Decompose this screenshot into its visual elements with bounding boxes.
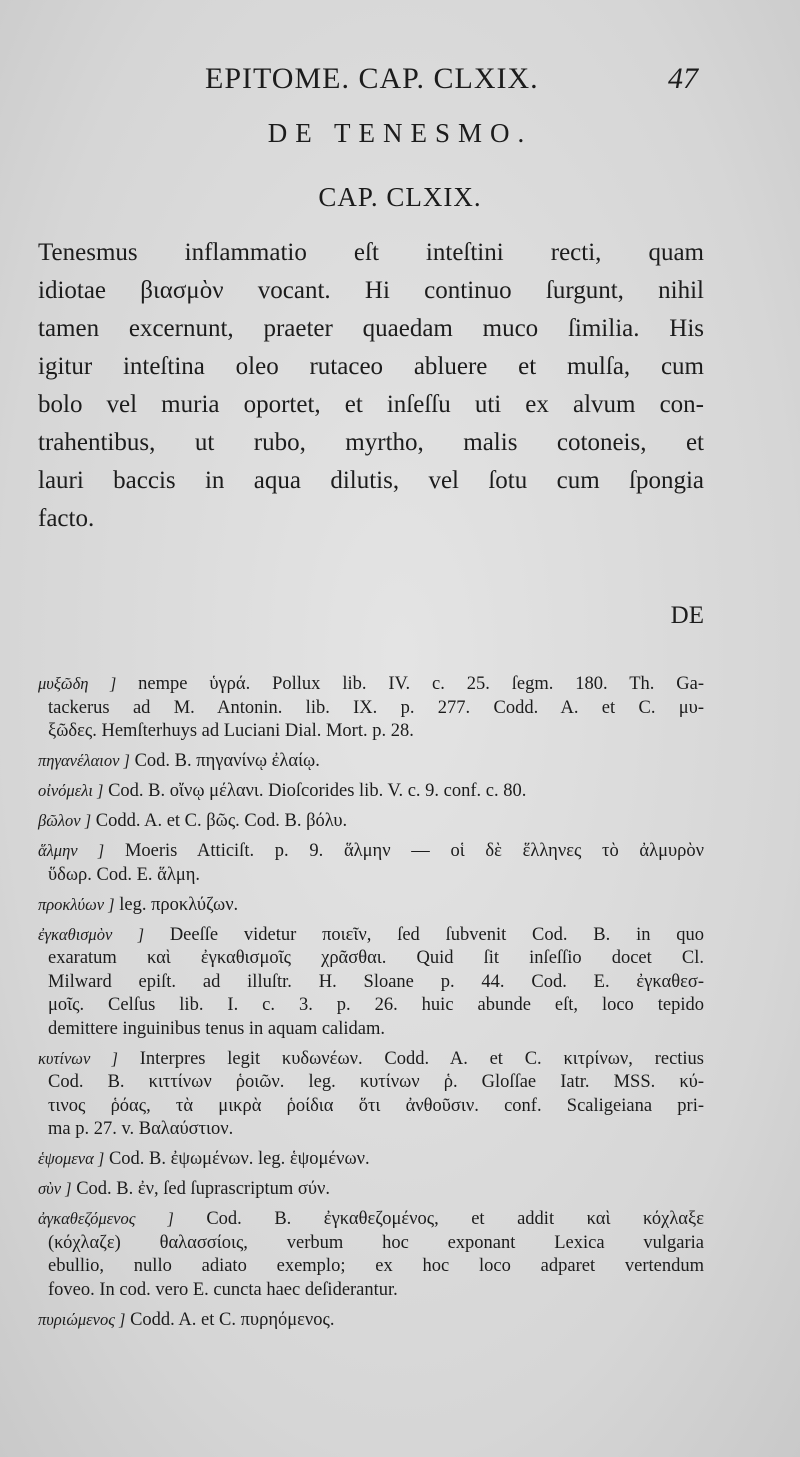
footnote <box>38 839 704 887</box>
footnote-text: Cod. B. οἴνῳ μέλανι. Dioſcorides lib. V. c. 9. conf. c. 80. <box>108 781 527 801</box>
body-paragraph <box>38 234 704 538</box>
footnote-line <box>38 779 704 804</box>
body-line: tamen excernunt, praeter quaedam muco ſimilia. His <box>38 315 704 342</box>
page-number: 47 <box>668 62 698 95</box>
footnote-text: Cod. B. ἐν, ſed ſuprascriptum σύν. <box>76 1179 331 1199</box>
footnote-lemma: πηγανέλαιον ] <box>38 751 130 770</box>
footnote-text: Codd. A. et C. βῶς. Cod. B. βόλυ. <box>95 811 348 831</box>
footnote-line <box>38 1071 704 1095</box>
footnote-lemma: κυτίνων ] <box>38 1048 118 1068</box>
footnote-text: Cod. B. ἐψωμένων. leg. ἑψομένων. <box>108 1149 370 1169</box>
footnote-line <box>38 1177 704 1202</box>
footnote <box>38 672 704 744</box>
footnote-text: Cod. B. ἐγκαθεζομένος, et addit καὶ κόχλαξε <box>206 1209 704 1229</box>
footnote <box>38 1147 704 1172</box>
footnote-line <box>38 697 704 721</box>
footnote-line <box>38 1095 704 1119</box>
footnote-text: (κόχλαζε) θαλασσίοις, verbum hoc exponant Lexica vulgaria <box>48 1232 704 1253</box>
footnote-lemma: σὺν ] <box>38 1179 72 1198</box>
footnote-text: Cod. B. κιττίνων ῥοιῶν. leg. κυτίνων ῥ. Gloſſae Iatr. MSS. κύ- <box>48 1072 704 1092</box>
footnote-line <box>38 994 704 1018</box>
footnote <box>38 1308 704 1333</box>
footnote-text: nempe ὑγρά. Pollux lib. IV. c. 25. ſegm. 180. Th. Ga- <box>138 674 704 694</box>
footnote <box>38 779 704 804</box>
footnote <box>38 893 704 918</box>
footnote-line <box>38 749 704 774</box>
footnote-line <box>38 1147 704 1172</box>
footnote-lemma: ἅλμην ] <box>38 841 105 860</box>
footnote-text: demittere inguinibus tenus in aquam calidam. <box>48 1018 386 1039</box>
chapter-title: DE TENESMO. <box>267 118 533 148</box>
footnote-line <box>38 720 704 744</box>
footnote-line <box>38 809 704 834</box>
footnote-text: foveo. In cod. vero E. cuncta haec deſiderantur. <box>48 1279 398 1300</box>
body-line: facto. <box>38 505 95 532</box>
footnote-line <box>38 971 704 995</box>
footnote-text: Deeſſe videtur ποιεῖν, ſed ſubvenit Cod. B. in quo <box>169 924 705 945</box>
running-head <box>0 62 800 102</box>
footnote <box>38 1207 704 1302</box>
footnote-text: exaratum καὶ ἐγκαθισμοῖς χρᾶσθαι. Quid ſit inſeſſio docet Cl. <box>48 948 704 968</box>
body-line: trahentibus, ut rubo, myrtho, malis cotoneis, et <box>38 429 704 456</box>
footnote <box>38 1047 704 1142</box>
body-line: idiotae βιασμὸν vocant. Hi continuo ſurgunt, nihil <box>38 277 704 304</box>
footnote-text: Codd. A. et C. πυρηόμενος. <box>130 1309 335 1330</box>
body-line: igitur inteſtina oleo rutaceo abluere et mulſa, cum <box>38 353 704 380</box>
footnote <box>38 923 704 1042</box>
footnote-lemma: μυξῶδη ] <box>38 674 117 693</box>
footnote-line <box>38 1308 704 1333</box>
footnote-lemma: ἐγκαθισμὸν ] <box>38 924 144 944</box>
footnote-text: ma p. 27. v. Βαλαύστιον. <box>48 1119 234 1139</box>
footnote-line <box>38 923 704 948</box>
footnote <box>38 749 704 774</box>
body-line: bolo vel muria oportet, et inſeſſu uti ex alvum con- <box>38 391 704 418</box>
chapter-number: CAP. CLXIX. <box>318 182 482 212</box>
footnote-line <box>38 1279 704 1303</box>
footnote-text: leg. προκλύζων. <box>119 894 239 915</box>
footnote-text: ξῶδες. Hemſterhuys ad Luciani Dial. Mort. p. 28. <box>48 721 414 741</box>
footnote-line <box>38 1207 704 1232</box>
footnote-line <box>38 1047 704 1072</box>
footnote-text: ὕδωρ. Cod. E. ἅλμη. <box>48 864 201 885</box>
running-title: EPITOME. CAP. CLXIX. <box>205 62 539 95</box>
footnote-line <box>38 1018 704 1042</box>
footnote-text: Interpres legit κυδωνέων. Codd. A. et C. κιτρίνων, rectius <box>139 1048 705 1069</box>
footnote-text: tackerus ad M. Antonin. lib. IX. p. 277. Codd. A. et C. μυ- <box>48 697 704 718</box>
footnote-line <box>38 864 704 888</box>
footnote-lemma: βῶλον ] <box>38 811 92 830</box>
footnote-text: Milward epiſt. ad illuſtr. H. Sloane p. 44. Cod. E. ἐγκαθεσ- <box>48 971 704 992</box>
footnote-line <box>38 893 704 918</box>
footnote-lemma: οἰνόμελι ] <box>38 781 104 800</box>
catchword: DE <box>670 602 704 629</box>
body-line: lauri baccis in aqua dilutis, vel ſotu cum ſpongia <box>38 467 704 494</box>
footnote-lemma: ἑψομενα ] <box>38 1149 105 1168</box>
footnote-line <box>38 947 704 971</box>
footnote <box>38 809 704 834</box>
footnote-lemma: προκλύων ] <box>38 894 115 914</box>
footnote-line <box>38 1232 704 1256</box>
footnote-line <box>38 1118 704 1142</box>
footnote-line <box>38 1255 704 1279</box>
footnote-text: ebullio, nullo adiato exemplo; ex hoc loco adparet vertendum <box>48 1256 704 1276</box>
footnote <box>38 1177 704 1202</box>
footnote-text: Moeris Atticiſt. p. 9. ἅλμην — οἱ δὲ ἕλληνες τὸ ἀλμυρὸν <box>124 841 704 861</box>
footnote-text: Cod. B. πηγανίνῳ ἐλαίῳ. <box>134 751 320 771</box>
footnote-text: μοῖς. Celſus lib. I. c. 3. p. 26. huic abunde eſt, loco tepido <box>48 995 704 1015</box>
footnote-text: τινος ῥόας, τὰ μικρὰ ῥοίδια ὅτι ἀνθοῦσιν. conf. Scaligeiana pri- <box>48 1095 704 1116</box>
footnote-line <box>38 672 704 697</box>
footnote-lemma: ἀγκαθεζόμενος ] <box>38 1209 174 1228</box>
footnotes <box>38 672 704 1338</box>
footnote-line <box>38 839 704 864</box>
footnote-lemma: πυριώμενος ] <box>38 1309 126 1329</box>
body-line: Tenesmus inflammatio eſt inteſtini recti, quam <box>38 239 704 266</box>
